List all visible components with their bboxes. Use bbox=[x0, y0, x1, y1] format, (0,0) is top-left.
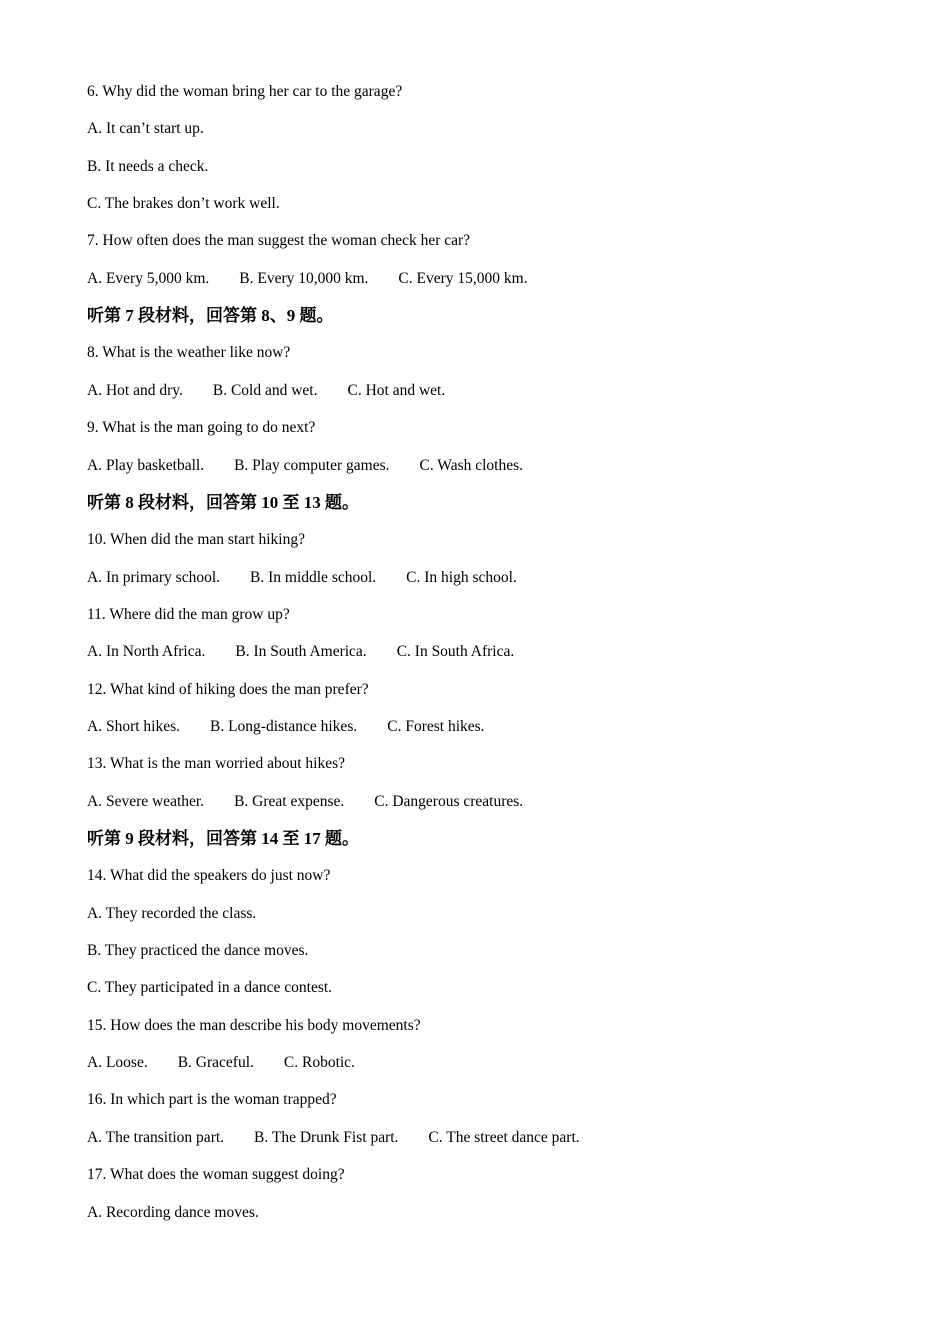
answer-option: C. They participated in a dance contest. bbox=[87, 979, 333, 997]
answer-option: A. It can’t start up. bbox=[87, 120, 204, 138]
answer-option: A. Play basketball. bbox=[87, 456, 205, 474]
answer-option: B. Play computer games. bbox=[234, 456, 390, 474]
answer-option: B. Long-distance hikes. bbox=[210, 717, 358, 735]
section-heading: 听第 8 段材料，回答第 10 至 13 题。 bbox=[87, 492, 359, 512]
answer-option: B. Graceful. bbox=[177, 1054, 254, 1072]
option-row bbox=[87, 715, 485, 739]
answer-option: C. Wash clothes. bbox=[419, 456, 524, 474]
option-row bbox=[87, 1051, 355, 1075]
option-row bbox=[87, 976, 332, 1000]
option-row bbox=[87, 1126, 580, 1150]
option-row bbox=[87, 454, 523, 478]
answer-option: B. Great expense. bbox=[234, 792, 345, 810]
answer-option: C. Every 15,000 km. bbox=[398, 269, 528, 287]
answer-option: C. Dangerous creatures. bbox=[374, 792, 524, 810]
option-row bbox=[87, 902, 256, 926]
answer-option: A. Every 5,000 km. bbox=[87, 269, 210, 287]
option-row bbox=[87, 790, 523, 814]
question-text: 14. What did the speakers do just now? bbox=[87, 867, 331, 885]
option-row bbox=[87, 1201, 259, 1225]
answer-option: B. It needs a check. bbox=[87, 157, 209, 175]
option-row bbox=[87, 155, 208, 179]
answer-option: C. Robotic. bbox=[283, 1054, 355, 1072]
option-row bbox=[87, 379, 445, 403]
answer-option: A. They recorded the class. bbox=[87, 904, 257, 922]
question-text: 7. How often does the man suggest the woman check her car? bbox=[87, 232, 471, 250]
option-row bbox=[87, 566, 517, 590]
answer-option: C. In South Africa. bbox=[396, 643, 515, 661]
option-row bbox=[87, 267, 528, 291]
answer-option: A. In North Africa. bbox=[87, 643, 206, 661]
answer-option: B. In South America. bbox=[235, 643, 367, 661]
question-text: 15. How does the man describe his body movements? bbox=[87, 1016, 421, 1034]
answer-option: C. The street dance part. bbox=[428, 1128, 580, 1146]
answer-option: A. Severe weather. bbox=[87, 792, 205, 810]
answer-option: C. Hot and wet. bbox=[347, 381, 446, 399]
answer-option: C. Forest hikes. bbox=[387, 717, 485, 735]
answer-option: A. Loose. bbox=[87, 1054, 148, 1072]
answer-option: B. The Drunk Fist part. bbox=[254, 1128, 399, 1146]
answer-option: C. The brakes don’t work well. bbox=[87, 195, 280, 213]
option-row bbox=[87, 117, 204, 141]
question-text: 6. Why did the woman bring her car to the garage? bbox=[87, 83, 403, 100]
answer-option: A. Recording dance moves. bbox=[87, 1203, 259, 1221]
answer-option: B. They practiced the dance moves. bbox=[87, 942, 309, 960]
answer-option: B. Every 10,000 km. bbox=[239, 269, 369, 287]
answer-option: A. Short hikes. bbox=[87, 717, 180, 735]
option-row bbox=[87, 640, 514, 664]
section-heading: 听第 7 段材料，回答第 8、9 题。 bbox=[87, 306, 334, 326]
answer-option: A. The transition part. bbox=[87, 1128, 225, 1146]
section-heading: 听第 9 段材料，回答第 14 至 17 题。 bbox=[87, 829, 359, 848]
question-text: 17. What does the woman suggest doing? bbox=[87, 1166, 345, 1184]
question-text: 9. What is the man going to do next? bbox=[87, 419, 316, 437]
answer-option: A. Hot and dry. bbox=[87, 381, 183, 399]
question-text: 12. What kind of hiking does the man prefer? bbox=[87, 680, 369, 698]
question-text: 13. What is the man worried about hikes? bbox=[87, 755, 345, 773]
option-row bbox=[87, 192, 280, 216]
answer-option: B. In middle school. bbox=[250, 568, 377, 586]
answer-option: B. Cold and wet. bbox=[212, 381, 318, 399]
answer-option: C. In high school. bbox=[406, 568, 517, 586]
question-text: 11. Where did the man grow up? bbox=[87, 605, 290, 623]
question-text: 8. What is the weather like now? bbox=[87, 344, 291, 362]
question-text: 16. In which part is the woman trapped? bbox=[87, 1091, 337, 1109]
answer-option: A. In primary school. bbox=[87, 568, 221, 586]
question-text: 10. When did the man start hiking? bbox=[87, 531, 305, 549]
option-row bbox=[87, 939, 308, 963]
